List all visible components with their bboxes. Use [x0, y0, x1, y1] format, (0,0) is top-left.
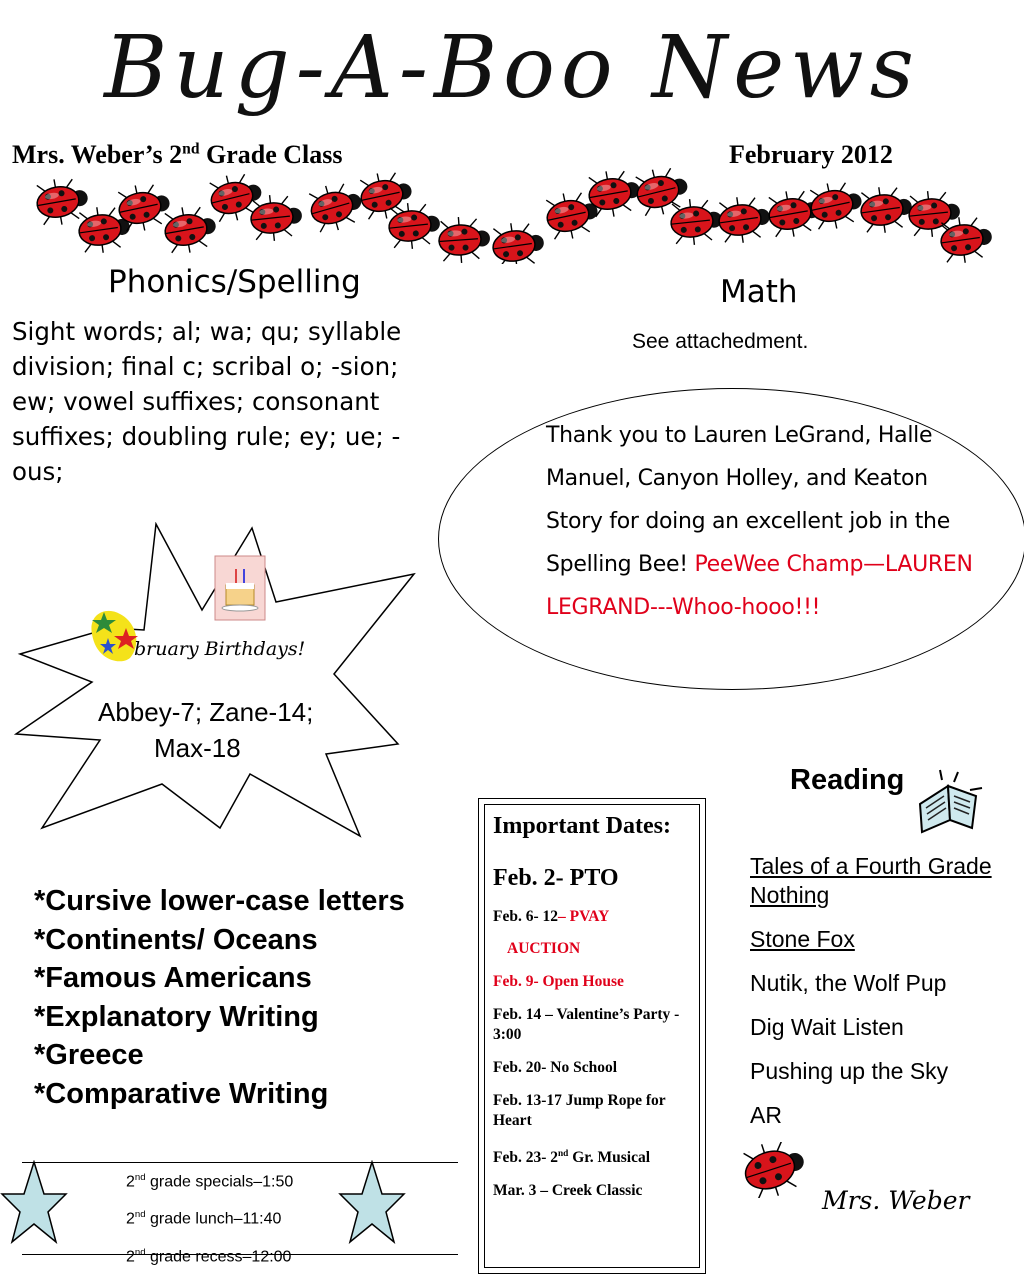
list-item: 2nd grade lunch–11:40 — [126, 1209, 282, 1228]
ladybug-icon — [736, 1142, 806, 1198]
list-item: *Cursive lower-case letters — [34, 885, 405, 917]
list-item: 2nd grade recess–12:00 — [126, 1246, 292, 1265]
list-item: Dig Wait Listen — [750, 1014, 904, 1040]
math-heading: Math — [720, 274, 798, 310]
birthdays-heading: bruary Birthdays! — [134, 638, 306, 660]
ladybug-icon — [716, 193, 773, 246]
topics-list — [34, 882, 405, 1113]
list-item: *Explanatory Writing — [34, 1000, 319, 1033]
list-item: *Continents/ Oceans — [34, 923, 318, 956]
dates-heading: Important Dates: — [493, 813, 671, 839]
date-item: Feb. 13-17 Jump Rope for Heart — [493, 1092, 666, 1129]
important-dates — [493, 810, 693, 1214]
list-item: Pushing up the Sky — [750, 1058, 949, 1084]
list-item: AR — [750, 1102, 782, 1128]
list-item: Nutik, the Wolf Pup — [750, 970, 947, 996]
ladybug-border — [0, 168, 1024, 264]
ladybug-icon — [33, 174, 91, 228]
list-item: Tales of a Fourth Grade Nothing — [750, 853, 992, 908]
newsletter-title: Bug-A-Boo News — [104, 18, 920, 118]
list-item: *Comparative Writing — [34, 1077, 329, 1110]
ladybug-icon — [305, 178, 367, 236]
list-item: Stone Fox — [750, 926, 855, 952]
date-item: Feb. 6- 12– PVAY — [493, 908, 610, 925]
list-item: *Famous Americans — [34, 962, 312, 994]
peewee-champ-highlight: PeeWee Champ—LAUREN LEGRAND---Whoo-hooo!!! — [546, 552, 973, 620]
reading-heading: Reading — [790, 764, 905, 796]
ladybug-icon — [387, 200, 443, 251]
date-item: Mar. 3 – Creek Classic — [493, 1182, 643, 1200]
list-item: 2nd grade specials–1:50 — [126, 1172, 294, 1191]
class-label: Mrs. Weber’s 2nd Grade Class — [12, 140, 343, 169]
birthday-cake-icon — [214, 555, 266, 621]
open-book-icon — [914, 766, 986, 834]
list-item: *Greece — [34, 1039, 144, 1071]
issue-date: February 2012 — [729, 140, 893, 169]
ladybug-icon — [490, 219, 547, 264]
reading-list — [750, 852, 1020, 1145]
date-item: Feb. 20- No School — [493, 1059, 617, 1076]
math-body: See attachedment. — [632, 330, 809, 353]
ladybug-icon — [807, 177, 866, 233]
ladybug-icon — [669, 196, 725, 247]
birthday-list: Abbey-7; Zane-14; Max-18 — [98, 697, 314, 763]
date-item: AUCTION — [507, 940, 581, 957]
ladybug-icon — [161, 202, 219, 256]
date-item: Feb. 9- Open House — [493, 973, 624, 990]
spelling-bee-text: Thank you to Lauren LeGrand, Halle Manuel, Canyon Holley, and Keaton Story for doing an excellent job in the Spelling Bee! PeeWee Champ—LAUREN LEGRAND---Whoo-hooo!!! — [546, 423, 973, 620]
signature: Mrs. Weber — [822, 1186, 970, 1215]
specials-schedule — [126, 1168, 293, 1280]
star-icon — [0, 1160, 68, 1244]
date-item: Feb. 14 – Valentine’s Party - 3:00 — [493, 1006, 680, 1043]
phonics-heading: Phonics/Spelling — [108, 264, 361, 300]
date-item: Feb. 23- 2nd Gr. Musical — [493, 1149, 651, 1167]
star-icon — [338, 1160, 406, 1244]
date-item: Feb. 2- PTO — [493, 865, 619, 891]
phonics-body: Sight words; al; wa; qu; syllable division; final c; scribal o; -sion; ew; vowel suffixes; consonant suffixes; doubling rule; ey; ue; -ous; — [12, 317, 402, 486]
ladybug-icon — [858, 183, 915, 236]
ladybug-icon — [437, 215, 491, 264]
